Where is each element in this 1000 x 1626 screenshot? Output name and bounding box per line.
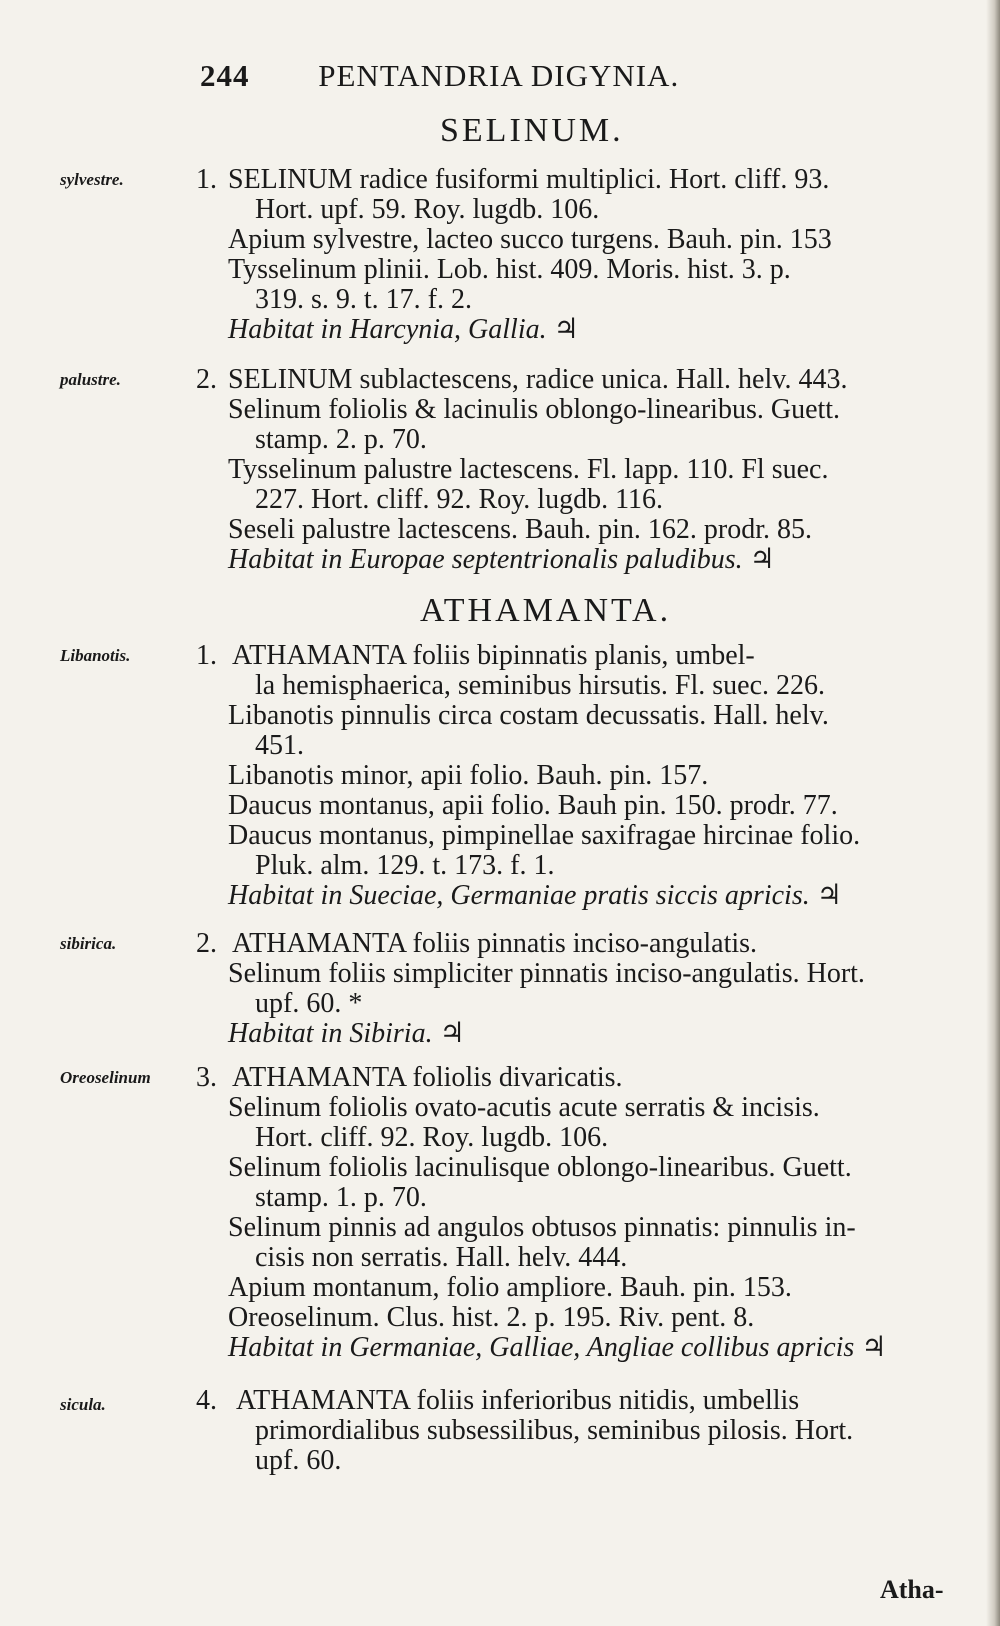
text-line: Selinum pinnis ad angulos obtusos pinnatis: pinnulis in-: [228, 1212, 856, 1243]
page-number: 244: [200, 58, 250, 93]
margin-species: sibirica.: [60, 934, 117, 953]
genus-heading-athamanta: ATHAMANTA.: [420, 592, 672, 629]
header-title: PENTANDRIA DIGYNIA.: [318, 58, 680, 93]
habitat-line: Habitat in Europae septentrionalis paludibus. ♃: [228, 544, 775, 575]
habitat-line: Habitat in Sueciae, Germaniae pratis siccis apricis. ♃: [228, 880, 842, 911]
text-line: Pluk. alm. 129. t. 173. f. 1.: [255, 850, 555, 881]
text-line: 319. s. 9. t. 17. f. 2.: [255, 284, 472, 315]
text-line: Apium sylvestre, lacteo succo turgens. Bauh. pin. 153: [228, 224, 832, 255]
text-line: Libanotis pinnulis circa costam decussatis. Hall. helv.: [228, 700, 829, 731]
margin-species: Libanotis.: [60, 646, 131, 665]
entry-number: 1.: [196, 164, 217, 195]
text-line: stamp. 1. p. 70.: [255, 1182, 427, 1213]
text-line: Selinum foliolis lacinulisque oblongo-linearibus. Guett.: [228, 1152, 852, 1183]
text-line: Tysselinum palustre lactescens. Fl. lapp. 110. Fl suec.: [228, 454, 829, 485]
margin-species: sicula.: [60, 1395, 106, 1414]
text-line: Selinum foliolis & lacinulis oblongo-linearibus. Guett.: [228, 394, 841, 425]
entry-number: 2.: [196, 928, 217, 959]
text-line: Hort. cliff. 92. Roy. lugdb. 106.: [255, 1122, 609, 1153]
text-line: Tysselinum plinii. Lob. hist. 409. Moris. hist. 3. p.: [228, 254, 791, 285]
text-line: Selinum foliis simpliciter pinnatis inciso-angulatis. Hort.: [228, 958, 865, 989]
text-line: stamp. 2. p. 70.: [255, 424, 427, 455]
habitat-line: Habitat in Germaniae, Galliae, Angliae collibus apricis ♃: [228, 1332, 887, 1363]
margin-species: palustre.: [60, 370, 121, 389]
text-line: SELINUM radice fusiformi multiplici. Hort. cliff. 93.: [228, 164, 830, 195]
text-line: Seseli palustre lactescens. Bauh. pin. 162. prodr. 85.: [228, 514, 812, 545]
text-line: ATHAMANTA foliolis divaricatis.: [232, 1062, 623, 1093]
text-line: SELINUM sublactescens, radice unica. Hall. helv. 443.: [228, 364, 848, 395]
entry-number: 2.: [196, 364, 217, 395]
text-line: 451.: [255, 730, 304, 761]
catchword: Atha-: [880, 1575, 944, 1604]
text-line: primordialibus subsessilibus, seminibus pilosis. Hort.: [255, 1415, 854, 1446]
text-line: Hort. upf. 59. Roy. lugdb. 106.: [255, 194, 600, 225]
genus-heading-selinum: SELINUM.: [440, 112, 624, 149]
habitat-line: Habitat in Harcynia, Gallia. ♃: [228, 314, 579, 345]
margin-species: Oreoselinum: [60, 1068, 151, 1087]
text-line: ATHAMANTA foliis inferioribus nitidis, umbellis: [236, 1385, 800, 1416]
text-line: la hemisphaerica, seminibus hirsutis. Fl. suec. 226.: [255, 670, 826, 701]
entry-number: 1.: [196, 640, 217, 671]
text-line: Oreoselinum. Clus. hist. 2. p. 195. Riv. pent. 8.: [228, 1302, 755, 1333]
text-line: cisis non serratis. Hall. helv. 444.: [255, 1242, 628, 1273]
text-line: upf. 60.: [255, 1445, 342, 1476]
text-line: upf. 60. *: [255, 988, 363, 1019]
text-line: ATHAMANTA foliis bipinnatis planis, umbel-: [232, 640, 755, 671]
entry-number: 4.: [196, 1385, 217, 1416]
text-line: ATHAMANTA foliis pinnatis inciso-angulatis.: [232, 928, 758, 959]
text-line: Selinum foliolis ovato-acutis acute serratis & incisis.: [228, 1092, 820, 1123]
running-header: [200, 58, 820, 94]
text-line: Libanotis minor, apii folio. Bauh. pin. 157.: [228, 760, 709, 791]
entry-number: 3.: [196, 1062, 217, 1093]
text-line: 227. Hort. cliff. 92. Roy. lugdb. 116.: [255, 484, 664, 515]
margin-species: sylvestre.: [60, 170, 124, 189]
page-edge: [986, 0, 1000, 1626]
text-line: Apium montanum, folio ampliore. Bauh. pin. 153.: [228, 1272, 792, 1303]
habitat-line: Habitat in Sibiria. ♃: [228, 1018, 465, 1049]
text-line: Daucus montanus, apii folio. Bauh pin. 150. prodr. 77.: [228, 790, 838, 821]
text-line: Daucus montanus, pimpinellae saxifragae hircinae folio.: [228, 820, 861, 851]
